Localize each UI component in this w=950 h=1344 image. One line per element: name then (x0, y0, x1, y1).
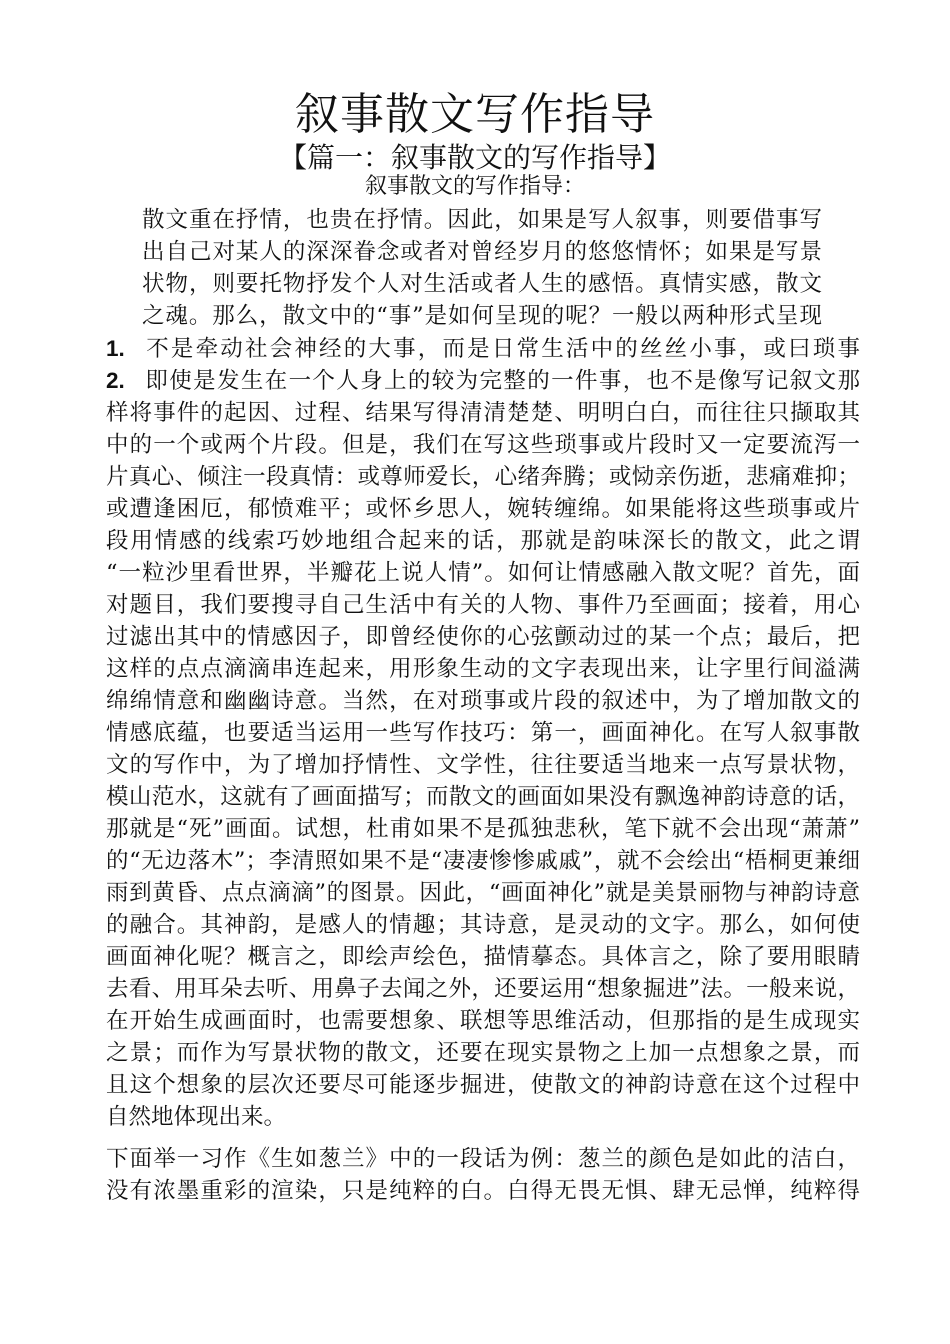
body-line: 过滤出其中的情感因子，即曾经使你的心弦颤动过的某一个点；最后，把 (106, 624, 860, 650)
intro-line: 状物，则要托物抒发个人对生活或者人生的感悟。真情实感，散文 (142, 271, 822, 297)
body-line: 画面神化呢？概言之，即绘声绘色，描情摹态。具体言之，除了要用眼睛 (106, 944, 860, 970)
list-number: 1. (106, 336, 125, 361)
body-line: 或遭逢困厄，郁愤难平；或怀乡思人，婉转缠绵。如果能将这些琐事或片 (106, 496, 860, 522)
intro-line: 之魂。那么，散文中的“事”是如何呈现的呢？一般以两种形式呈现 (142, 303, 822, 329)
list-item-1 (106, 333, 860, 365)
body-line: 中的一个或两个片段。但是，我们在写这些琐事或片段时又一定要流泻一 (106, 432, 860, 458)
body-line: 模山范水，这就有了画面描写；而散文的画面如果没有飘逸神韵诗意的话， (106, 784, 860, 810)
page-title: 叙事散文写作指导 (295, 89, 655, 140)
body-line: 自然地体现出来。 (106, 1104, 287, 1130)
example-line: 下面举一习作《生如葱兰》中的一段话为例：葱兰的颜色是如此的洁白， (106, 1146, 860, 1172)
body-line: 情感底蕴，也要适当运用一些写作技巧：第一，画面神化。在写人叙事散 (106, 720, 860, 746)
body-line: 的融合。其神韵，是感人的情趣；其诗意，是灵动的文字。那么，如何使 (106, 912, 860, 938)
body-line: 且这个想象的层次还要尽可能逐步掘进，使散文的神韵诗意在这个过程中 (106, 1072, 860, 1098)
body-line: 样将事件的起因、过程、结果写得清清楚楚、明明白白，而往往只撷取其 (106, 400, 860, 426)
body-line: 去看、用耳朵去听、用鼻子去闻之外，还要运用“想象掘进”法。一般来说， (106, 976, 860, 1002)
list-item-2 (106, 365, 860, 397)
body-line: 段用情感的线索巧妙地组合起来的话，那就是韵味深长的散文，此之谓 (106, 528, 860, 554)
body-line: 在开始生成画面时，也需要想象、联想等思维活动，但那指的是生成现实 (106, 1008, 860, 1034)
body-line: 雨到黄昏、点点滴滴”的图景。因此，“画面神化”就是美景丽物与神韵诗意 (106, 880, 860, 906)
body-line: 的“无边落木”；李清照如果不是“凄凄惨惨戚戚”，就不会绘出“梧桐更兼细 (106, 848, 860, 874)
body-line: “一粒沙里看世界，半瓣花上说人情”。如何让情感融入散文呢？首先，面 (106, 560, 860, 586)
example-line: 没有浓墨重彩的渲染，只是纯粹的白。白得无畏无惧、肆无忌惮，纯粹得 (106, 1178, 860, 1204)
body-line: 片真心、倾注一段真情：或尊师爱长，心绪奔腾；或恸亲伤逝，悲痛难抑； (106, 464, 860, 490)
intro-line: 散文重在抒情，也贵在抒情。因此，如果是写人叙事，则要借事写 (142, 207, 822, 233)
body-line: 绵绵情意和幽幽诗意。当然，在对琐事或片段的叙述中，为了增加散文的 (106, 688, 860, 714)
body-line: 对题目，我们要搜寻自己生活中有关的人物、事件乃至画面；接着，用心 (106, 592, 860, 618)
body-line: 这样的点点滴滴串连起来，用形象生动的文字表现出来，让字里行间溢满 (106, 656, 860, 682)
body-line: 之景；而作为写景状物的散文，还要在现实景物之上加一点想象之景，而 (106, 1040, 860, 1066)
list-number: 2. (106, 368, 125, 393)
body-line: 那就是“死”画面。试想，杜甫如果不是孤独悲秋，笔下就不会出现“萧萧” (106, 816, 860, 842)
intro-line: 出自己对某人的深深眷念或者对曾经岁月的悠悠情怀；如果是写景 (142, 239, 822, 265)
body-line: 文的写作中，为了增加抒情性、文学性，往往要适当地来一点写景状物， (106, 752, 860, 778)
section-subtitle: 【篇一：叙事散文的写作指导】 (278, 141, 671, 174)
section-lead: 叙事散文的写作指导： (364, 174, 585, 199)
list-text: 不是牵动社会神经的大事，而是日常生活中的丝丝小事，或曰琐事 (144, 336, 860, 362)
list-text: 即使是发生在一个人身上的较为完整的一件事，也不是像写记叙文那 (144, 368, 860, 394)
